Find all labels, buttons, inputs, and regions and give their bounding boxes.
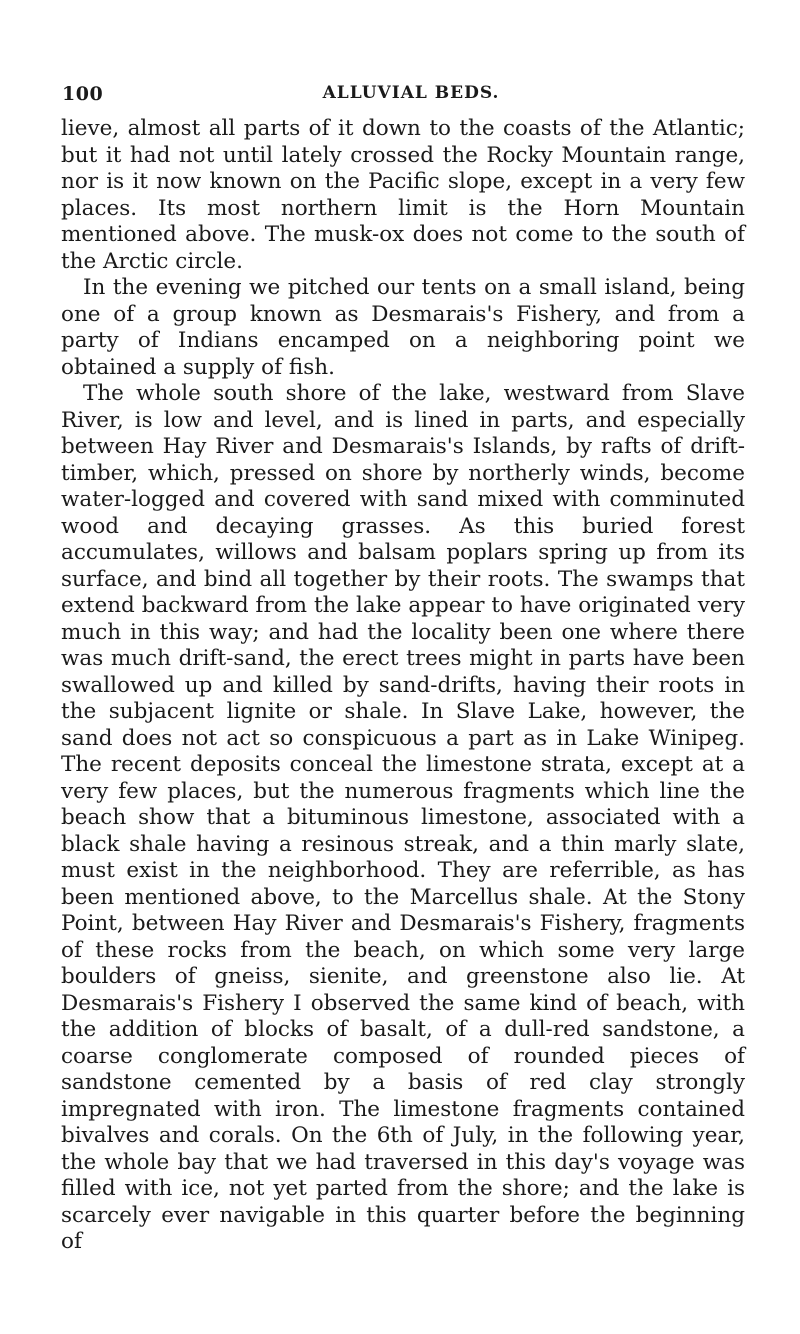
paragraph: In the evening we pitched our tents on a small island, being one of a group known as Desmarais's Fishery, and from a party of Indians encamped on a neighboring point we obtained a supply of fish.	[61, 275, 745, 380]
body-text	[61, 116, 745, 1256]
page-header	[62, 83, 740, 113]
running-head: ALLUVIAL BEDS.	[322, 83, 500, 103]
paragraph: lieve, almost all parts of it down to the coasts of the Atlantic; but it had not until lately crossed the Rocky Mountain range, nor is it now known on the Pacific slope, except in a very few places. Its most northern limit is the Horn Mountain mentioned above. The musk-ox does not come to the south of the Arctic circle.	[61, 116, 745, 274]
paragraph: The whole south shore of the lake, westward from Slave River, is low and level, and is lined in parts, and especially between Hay River and Desmarais's Islands, by rafts of drift-timber, which, pressed on shore by northerly winds, become water-logged and covered with sand mixed with comminuted wood and decaying grasses. As this buried forest accumulates, willows and balsam poplars spring up from its surface, and bind all together by their roots. The swamps that extend backward from the lake appear to have originated very much in this way; and had the locality been one where there was much drift-sand, the erect trees might in parts have been swallowed up and killed by sand-drifts, having their roots in the subjacent lignite or shale. In Slave Lake, however, the sand does not act so conspicuous a part as in Lake Winipeg. The recent deposits conceal the limestone strata, except at a very few places, but the numerous fragments which line the beach show that a bituminous limestone, associated with a black shale having a resinous streak, and a thin marly slate, must exist in the neighborhood. They are referrible, as has been mentioned above, to the Marcellus shale. At the Stony Point, between Hay River and Desmarais's Fishery, fragments of these rocks from the beach, on which some very large boulders of gneiss, sienite, and greenstone also lie. At Desmarais's Fishery I observed the same kind of beach, with the addition of blocks of basalt, of a dull-red sandstone, a coarse conglomerate composed of rounded pieces of sandstone cemented by a basis of red clay strongly impregnated with iron. The limestone fragments contained bivalves and corals. On the 6th of July, in the following year, the whole bay that we had traversed in this day's voyage was filled with ice, not yet parted from the shore; and the lake is scarcely ever navigable in this quarter before the beginning of	[61, 381, 745, 1254]
page-number: 100	[62, 83, 104, 105]
